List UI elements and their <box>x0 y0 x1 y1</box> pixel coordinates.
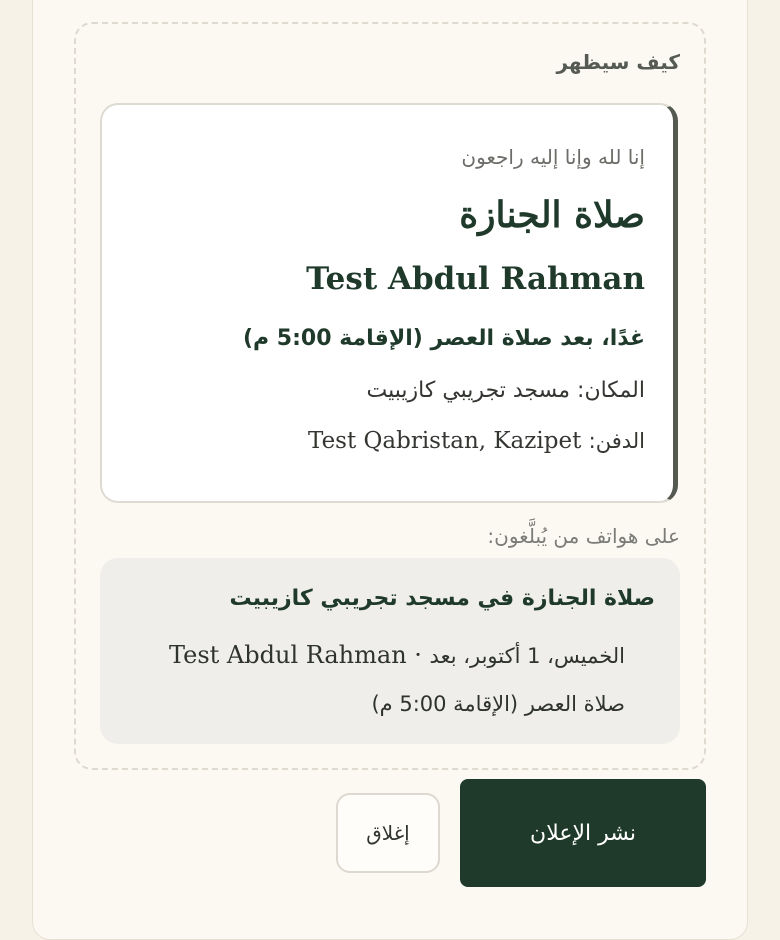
preview-heading: كيف سيظهر <box>556 50 680 74</box>
publish-button[interactable]: نشر الإعلان <box>460 779 706 887</box>
phones-heading: على هواتف من يُبلَّغون: <box>487 524 680 548</box>
burial-place <box>308 428 645 454</box>
push-body-date: الخميس، 1 أكتوبر، بعد <box>429 644 625 668</box>
prayer-time: غدًا، بعد صلاة العصر (الإقامة 5:00 م) <box>242 326 645 351</box>
push-title: صلاة الجنازة في مسجد تجريبي كازيبيت <box>229 586 655 611</box>
burial-value: Test Qabristan, Kazipet <box>308 428 582 454</box>
deceased-name: Test Abdul Rahman <box>306 261 645 297</box>
push-body-name: Test Abdul Rahman <box>168 641 407 669</box>
push-body-separator: · <box>406 641 430 669</box>
push-body <box>115 632 625 728</box>
push-body-time: صلاة العصر (الإقامة 5:00 م) <box>371 692 625 716</box>
dua-text: إنا لله وإنا إليه راجعون <box>461 145 645 169</box>
burial-label: الدفن: <box>588 429 645 453</box>
close-button[interactable]: إغلاق <box>336 793 440 873</box>
notice-title: صلاة الجنازة <box>459 194 645 236</box>
prayer-place: المكان: مسجد تجريبي كازيبيت <box>366 378 645 403</box>
